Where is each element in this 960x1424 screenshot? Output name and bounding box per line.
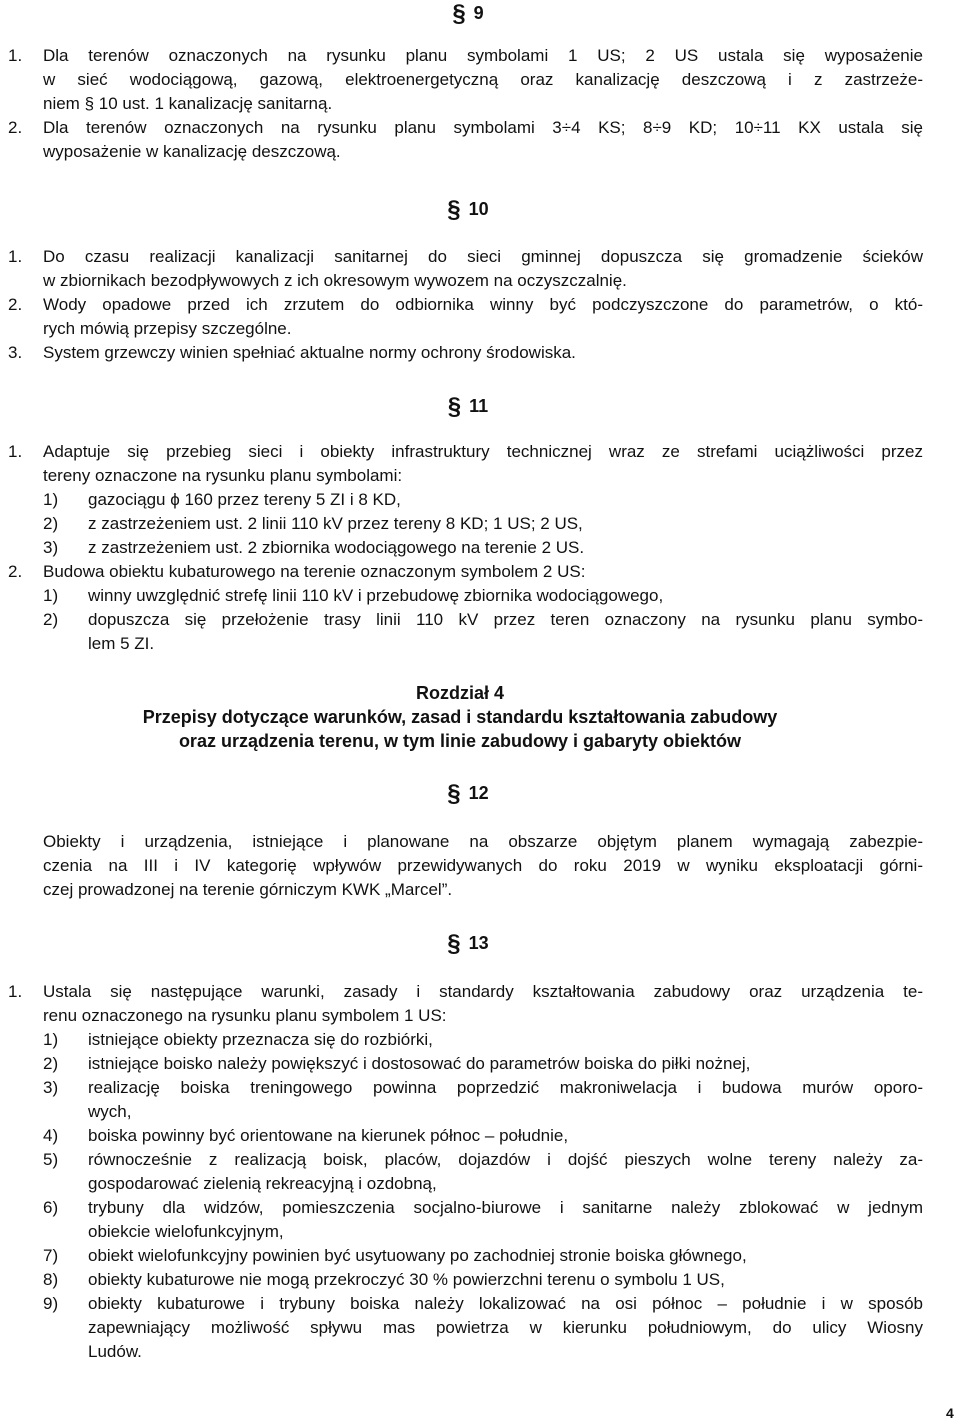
section-heading-11 [0,391,936,419]
list-item [0,1268,960,1292]
item-number: 6) [43,1198,59,1217]
item-number: 2) [43,514,59,533]
line-text: Obiekty i urządzenia, istniejące i planowane na obszarze objętym planem wymagają zabezpie- [43,832,923,851]
list-item [0,1244,960,1268]
line-text: istniejące boisko należy powiększyć i dostosować do parametrów boiska do piłki nożnej, [88,1054,751,1073]
item-number: 8) [43,1270,59,1289]
section-symbol: § [447,780,461,807]
paragraph-line [0,140,960,164]
list-item [0,608,960,632]
item-number: 1. [8,442,23,461]
line-text: zapewniający możliwość spływu mas powietrza w kierunku południowym, do ulicy Wiosny [88,1318,923,1337]
section-13-body [0,980,960,1364]
chapter-line-2: oraz urządzenia terenu, w tym linie zabudowy i gabaryty obiektów [178,731,742,751]
line-text: czej prowadzonej na terenie górniczym KWK „Marcel”. [43,880,453,899]
item-number: 2) [43,610,59,629]
line-text: boiska powinny być orientowane na kierunek północ – południe, [88,1126,569,1145]
item-number: 1) [43,1030,59,1049]
section-heading-12 [0,778,936,806]
line-text: obiekty kubaturowe nie mogą przekroczyć 30 % powierzchni terenu o symbolu 1 US, [88,1270,725,1289]
line-text: wyposażenie w kanalizację deszczową. [43,142,341,161]
section-heading-9 [0,0,936,26]
item-number: 1. [8,247,23,266]
line-text: wych, [88,1102,132,1121]
line-text: winny uwzględnić strefę linii 110 kV i przebudowę zbiornika wodociągowego, [88,586,664,605]
item-number: 2. [8,562,23,581]
section-10-body [0,245,960,365]
list-item [0,1076,960,1100]
section-heading-13 [0,928,936,956]
list-item [0,1148,960,1172]
section-symbol: § [452,0,466,27]
line-text: dopuszcza się przełożenie trasy linii 110 kV przez teren oznaczony na rysunku planu symbo- [88,610,923,629]
item-number: 1. [8,46,23,65]
section-number: 9 [473,3,484,23]
section-9-body [0,44,960,164]
item-number: 1. [8,982,23,1001]
paragraph-line [0,245,960,269]
list-item-continuation [0,1340,960,1364]
list-item [0,536,960,560]
list-item [0,1124,960,1148]
line-text: czenia na III i IV kategorię wpływów przewidywanych do roku 2019 w wyniku eksploatacji górni- [43,856,923,875]
page-number: 4 [946,1405,954,1421]
list-item [0,584,960,608]
list-item [0,1196,960,1220]
list-item [0,488,960,512]
line-text: realizację boiska treningowego powinna poprzedzić makroniwelacja i budowa murów oporo- [88,1078,923,1097]
paragraph-line [0,116,960,140]
item-number: 2. [8,118,23,137]
line-text: równocześnie z realizacją boisk, placów, dojazdów i dojść pieszych wolne tereny należy za- [88,1150,923,1169]
paragraph-line [0,560,960,584]
requirements-list [0,1028,960,1364]
list-item [0,512,960,536]
line-text: Adaptuje się przebieg sieci i obiekty infrastruktury technicznej wraz ze strefami uciążliwości przez [43,442,923,461]
line-text: lem 5 ZI. [88,634,155,653]
line-text: obiekcie wielofunkcyjnym, [88,1222,284,1241]
line-text: Wody opadowe przed ich zrzutem do odbiornika winny być podczyszczone do parametrów, o któ- [43,295,923,314]
line-text: Do czasu realizacji kanalizacji sanitarnej do sieci gminnej dopuszcza się gromadzenie ścieków [43,247,923,266]
item-number: 3) [43,1078,59,1097]
line-text: Budowa obiektu kubaturowego na terenie oznaczonym symbolem 2 US: [43,562,586,581]
item-number: 1) [43,586,59,605]
section-symbol: § [447,930,461,957]
list-item [0,1028,960,1052]
paragraph-line [0,854,960,878]
item-number: 3. [8,343,23,362]
list-item-continuation [0,1220,960,1244]
paragraph-line [0,317,960,341]
list-item-continuation [0,1172,960,1196]
line-text: istniejące obiekty przeznacza się do rozbiórki, [88,1030,433,1049]
chapter-number: Rozdział 4 [415,683,504,703]
list-item [0,1052,960,1076]
paragraph-line [0,980,960,1004]
list-item [0,1292,960,1316]
section-11-body [0,440,960,656]
line-text: niem § 10 ust. 1 kanalizację sanitarną. [43,94,333,113]
section-number: 11 [469,396,489,416]
section-heading-10 [0,194,936,222]
chapter-title [0,681,920,753]
section-symbol: § [447,196,461,223]
item-number: 9) [43,1294,59,1313]
list-item-continuation [0,632,960,656]
line-text: tereny oznaczone na rysunku planu symbolami: [43,466,403,485]
item-number: 1) [43,490,59,509]
line-text: z zastrzeżeniem ust. 2 linii 110 kV przez tereny 8 KD; 1 US; 2 US, [88,514,583,533]
line-text: w sieć wodociągową, gazową, elektroenergetyczną oraz kanalizację deszczową i z zastrzeże- [43,70,923,89]
paragraph-line [0,1004,960,1028]
paragraph-line [0,440,960,464]
line-text: Ustala się następujące warunki, zasady i standardy kształtowania zabudowy oraz urządzenia te- [43,982,923,1001]
paragraph-line [0,878,960,902]
paragraph-line [0,269,960,293]
line-text: Dla terenów oznaczonych na rysunku planu symbolami 1 US; 2 US ustala się wyposażenie [43,46,923,65]
line-text: Ludów. [88,1342,142,1361]
item-number: 2) [43,1054,59,1073]
item-number: 3) [43,538,59,557]
section-number: 10 [468,199,489,219]
paragraph-line [0,44,960,68]
paragraph-line [0,293,960,317]
line-text: w zbiornikach bezodpływowych z ich okresowym wywozem na oczyszczalnię. [43,271,627,290]
line-text: z zastrzeżeniem ust. 2 zbiornika wodociągowego na terenie 2 US. [88,538,585,557]
paragraph-line [0,830,960,854]
item-number: 7) [43,1246,59,1265]
chapter-line-1: Przepisy dotyczące warunków, zasad i standardu kształtowania zabudowy [142,707,778,727]
paragraph-line [0,341,960,365]
item-number: 4) [43,1126,59,1145]
line-text: obiekty kubaturowe i trybuny boiska należy lokalizować na osi północ – południe i w sposób [88,1294,923,1313]
paragraph-line [0,68,960,92]
section-number: 12 [468,783,489,803]
item-number: 2. [8,295,23,314]
item-number: 5) [43,1150,59,1169]
line-text: trybuny dla widzów, pomieszczenia socjalno-biurowe i sanitarne należy zblokować w jednym [88,1198,923,1217]
section-12-body [0,830,960,902]
list-item-continuation [0,1100,960,1124]
paragraph-line [0,464,960,488]
line-text: Dla terenów oznaczonych na rysunku planu symbolami 3÷4 KS; 8÷9 KD; 10÷11 KX ustala się [43,118,923,137]
line-text: gazociągu ϕ 160 przez tereny 5 ZI i 8 KD, [88,490,401,509]
section-symbol: § [447,393,462,420]
list-item-continuation [0,1316,960,1340]
line-text: gospodarować zielenią rekreacyjną i ozdobną, [88,1174,437,1193]
line-text: renu oznaczonego na rysunku planu symbolem 1 US: [43,1006,447,1025]
line-text: obiekt wielofunkcyjny powinien być usytuowany po zachodniej stronie boiska głównego, [88,1246,747,1265]
section-number: 13 [468,933,489,953]
line-text: System grzewczy winien spełniać aktualne normy ochrony środowiska. [43,343,576,362]
paragraph-line [0,92,960,116]
line-text: rych mówią przepisy szczególne. [43,319,292,338]
